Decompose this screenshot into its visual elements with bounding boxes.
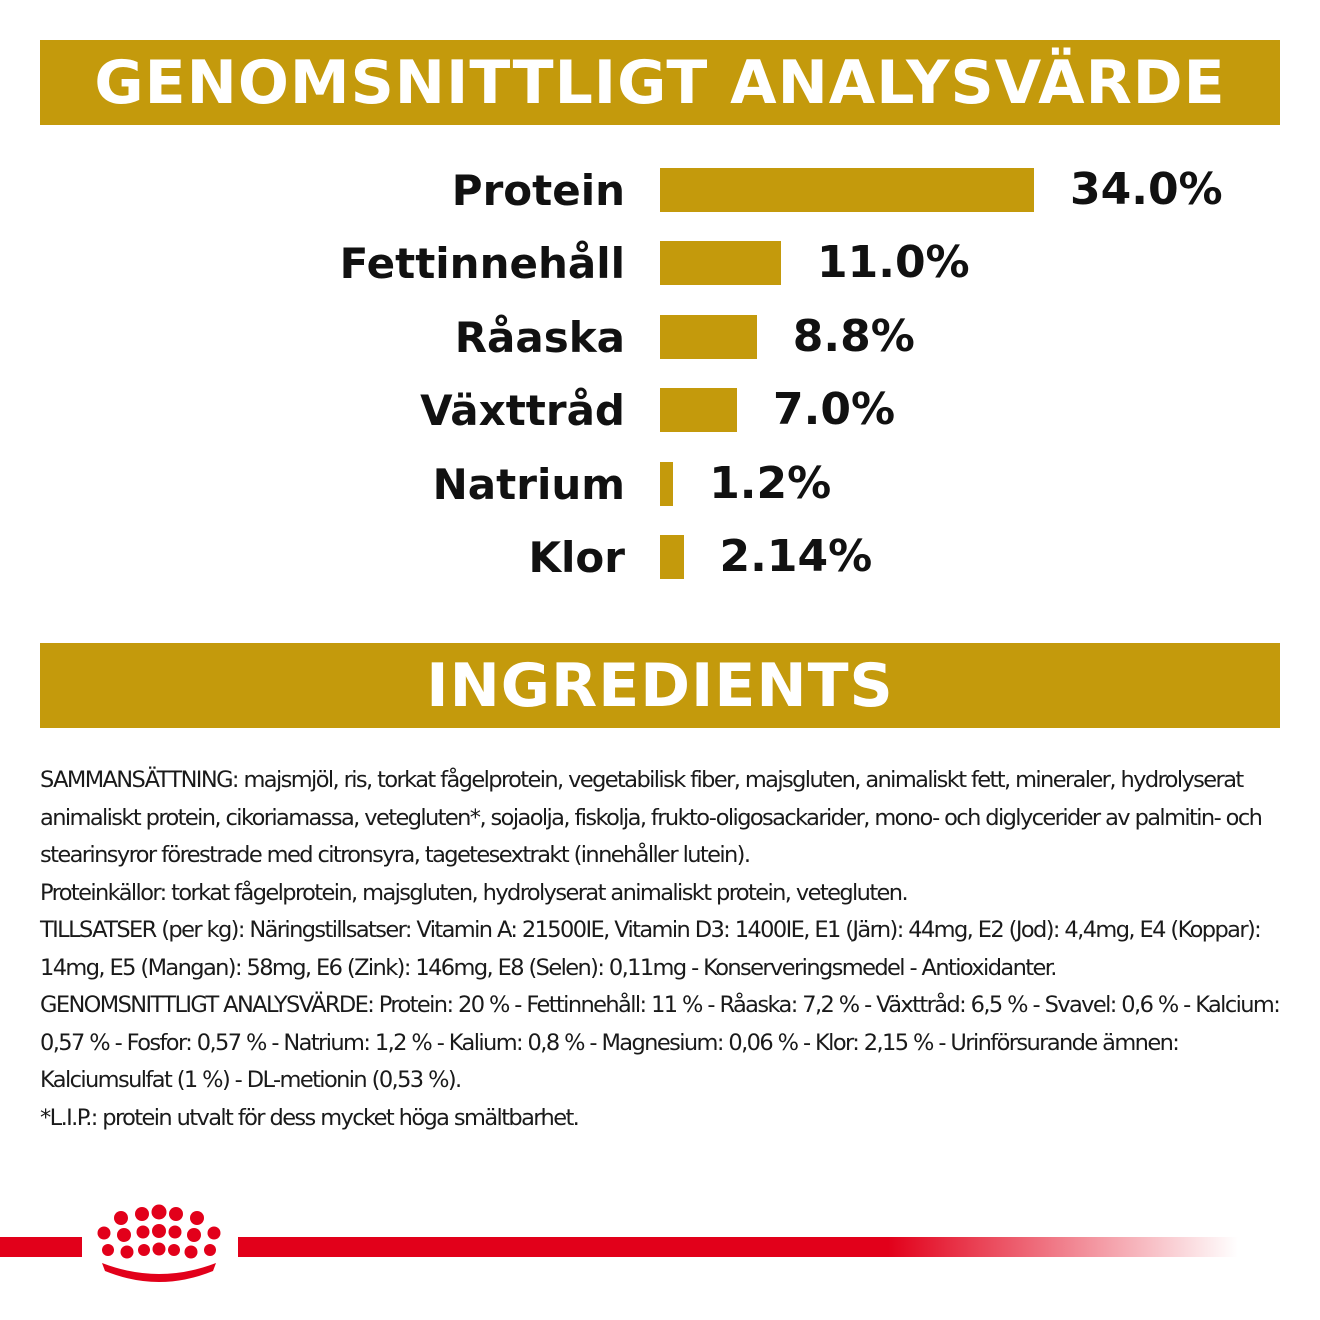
analysis-paragraph: GENOMSNITTLIGT ANALYSVÄRDE: Protein: 20 % - Fettinnehåll: 11 % - Råaska: 7,2 % - Växttråd: 6,5 % - Svavel: 0,6 % - Kalcium: 0,57 % - Fosfor: 0,57 % - Natrium: 1,2 % - Kalium: 0,8 % - Magnesium: 0,06 % - Klor: 2,15 % - Urinförsurande ämnen: Kalciumsulfat (1 %) - DL-metionin (0,53 %). [40, 992, 1280, 1093]
crown-logo-icon [86, 1203, 232, 1283]
ingredients-title: INGREDIENTS [426, 650, 894, 721]
ingredients-text [40, 762, 1285, 1137]
nutrient-bar [660, 315, 757, 359]
nutrient-bar [660, 535, 684, 579]
protein-sources-paragraph: Proteinkällor: torkat fågelprotein, majsgluten, hydrolyserat animaliskt protein, vetegluten. [40, 879, 907, 906]
nutrient-label: Råaska [454, 312, 625, 362]
nutrient-bar [660, 241, 781, 285]
nutrient-label: Protein [451, 166, 625, 215]
additives-paragraph: TILLSATSER (per kg): Näringstillsatser: Vitamin A: 21500IE, Vitamin D3: 1400IE, E1 (Järn): 44mg, E2 (Jod): 4,4mg, E4 (Koppar): 14mg, E5 (Mangan): 58mg, E6 (Zink): 146mg, E8 (Selen): 0,11mg - Konserveringsmedel - Antioxidanter. [40, 917, 1261, 981]
analysis-bar-chart [0, 0, 1320, 640]
nutrient-value: 2.14% [719, 531, 873, 582]
footer-red-line-left [0, 1237, 82, 1257]
nutrient-value: 34.0% [1070, 164, 1223, 215]
nutrient-label: Fettinnehåll [339, 239, 625, 289]
nutrient-label: Natrium [432, 459, 625, 509]
footer-red-line-right [238, 1237, 1238, 1257]
ingredients-banner [40, 643, 1280, 728]
nutrient-bar [660, 462, 673, 506]
nutrient-bar [660, 168, 1034, 212]
nutrient-label: Växttråd [420, 386, 625, 436]
nutrient-value: 11.0% [817, 237, 970, 289]
composition-paragraph: SAMMANSÄTTNING: majsmjöl, ris, torkat fågelprotein, vegetabilisk fiber, majsgluten, animaliskt fett, mineraler, hydrolyserat animaliskt protein, cikoriamassa, vetegluten*, sojaolja, fiskolja, frukto-oligosackarider, mono- och diglycerider av palmitin- och stearinsyror förestrade med citronsyra, tagetesextrakt (innehåller lutein). [40, 767, 1262, 868]
nutrient-label: Klor [528, 533, 625, 582]
footnote-paragraph: *L.I.P.: protein utvalt för dess mycket höga smältbarhet. [40, 1104, 579, 1131]
nutrient-value: 7.0% [773, 384, 896, 436]
nutrient-bar [660, 388, 737, 432]
analysis-title: GENOMSNITTLIGT ANALYSVÄRDE [94, 47, 1226, 118]
nutrient-value: 8.8% [792, 310, 915, 362]
nutrient-value: 1.2% [709, 457, 832, 509]
